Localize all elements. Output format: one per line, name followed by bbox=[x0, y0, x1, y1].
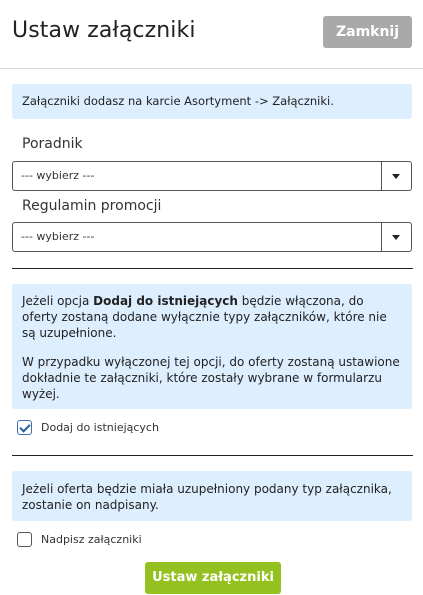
poradnik-select[interactable] bbox=[12, 161, 412, 191]
dialog-title: Ustaw załączniki bbox=[12, 18, 196, 43]
poradnik-label: Poradnik bbox=[22, 136, 83, 152]
overwrite-checkbox[interactable] bbox=[17, 532, 32, 547]
add-existing-checkbox[interactable] bbox=[17, 420, 32, 435]
regulamin-select[interactable] bbox=[12, 222, 412, 252]
info-add-text-bold: Dodaj do istniejących bbox=[93, 294, 238, 308]
caret-down-icon bbox=[392, 235, 400, 240]
section-divider bbox=[12, 268, 413, 269]
info-attachments-hint: Załączniki dodasz na karcie Asortyment -> Załączniki. bbox=[12, 84, 412, 119]
section-divider bbox=[12, 455, 413, 456]
info-add-paragraph-2: W przypadku wyłączonej tej opcji, do oferty zostaną ustawione dokładnie te załączniki, które zostały wybrane w formularzu wyżej. bbox=[22, 355, 400, 401]
close-button[interactable]: Zamknij bbox=[323, 16, 412, 48]
regulamin-label: Regulamin promocji bbox=[22, 198, 162, 214]
caret-down-icon bbox=[392, 174, 400, 179]
dialog-header bbox=[0, 0, 423, 69]
checkmark-icon bbox=[19, 421, 30, 432]
set-attachments-button[interactable]: Ustaw załączniki bbox=[145, 562, 281, 594]
regulamin-select-toggle[interactable] bbox=[381, 223, 411, 251]
poradnik-select-value: --- wybierz --- bbox=[21, 169, 95, 182]
info-overwrite: Jeżeli oferta będzie miała uzupełniony podany typ załącznika, zostanie on nadpisany. bbox=[12, 471, 412, 521]
regulamin-select-value: --- wybierz --- bbox=[21, 230, 95, 243]
overwrite-label[interactable]: Nadpisz załączniki bbox=[41, 533, 142, 546]
info-add-existing bbox=[12, 284, 412, 409]
info-add-text-suffix: będzie włączona, do oferty zostaną dodane wyłącznie typy załączników, które nie są uzupełnione. bbox=[22, 294, 387, 340]
add-existing-label[interactable]: Dodaj do istniejących bbox=[41, 421, 159, 434]
info-add-text-prefix: Jeżeli opcja bbox=[22, 294, 94, 308]
info-add-paragraph-1 bbox=[22, 293, 402, 341]
poradnik-select-toggle[interactable] bbox=[381, 162, 411, 190]
